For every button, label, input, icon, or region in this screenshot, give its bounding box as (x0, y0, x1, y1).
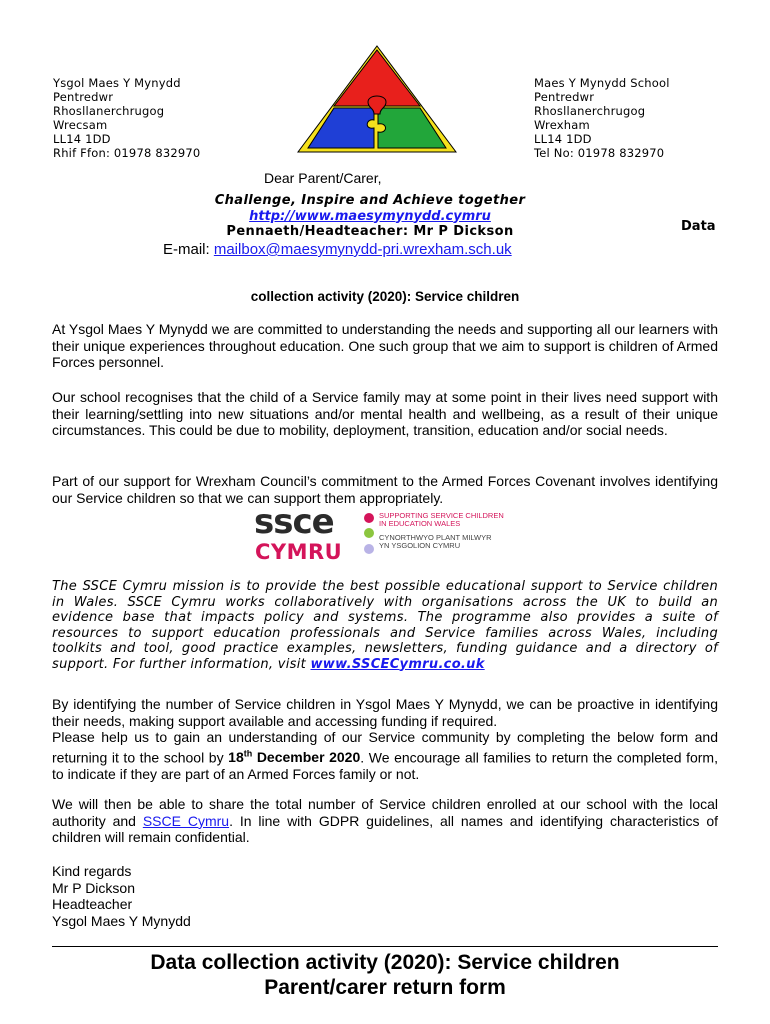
address-line: Ysgol Maes Y Mynydd (53, 76, 181, 90)
ssce-cymru-logo (254, 502, 524, 564)
subject-heading: collection activity (2020): Service children (250, 289, 520, 304)
divider (52, 946, 718, 947)
paragraph-covenant: Part of our support for Wrexham Council’s commitment to the Armed Forces Covenant involves identifying our Service children so that we can support them appropriately. (52, 473, 718, 506)
lilac-dot-icon (364, 544, 374, 554)
paragraph-request: Please help us to gain an understanding of our Service community by completing the below form and returning it to the school by 18th December 2020. We encourage all families to return the completed form, to indicate if they are part of an Armed Forces family or not. (52, 729, 718, 782)
ssce-website-link[interactable]: www.SSCECymru.co.uk (310, 656, 485, 672)
cymru-wordmark: CYMRU (255, 540, 343, 564)
form-subtitle: Parent/carer return form (264, 976, 506, 999)
data-word: Data (681, 219, 716, 234)
address-line: Maes Y Mynydd School (534, 76, 670, 90)
deadline-date: 18th December 2020 (228, 748, 361, 766)
address-line: Rhosllanerchrugog (534, 104, 646, 118)
address-line: Tel No: 01978 832970 (534, 146, 665, 160)
school-motto: Challenge, Inspire and Achieve together (214, 193, 526, 208)
signoff-line: Headteacher (52, 896, 133, 912)
address-line: Wrecsam (53, 118, 108, 132)
mission-text: The SSCE Cymru mission is to provide the best possible educational support to Service children in Wales. SSCE Cymru works collaboratively with organisations across the UK to build an evidence base that impacts policy and systems. The programme also provides a suite of resources to support education professionals and Service families across Wales, including toolkits and tool, good practice examples, newsletters, funding guidance and a directory of support. For further information, visit (52, 579, 718, 672)
tagline-line: IN EDUCATION WALES (379, 519, 461, 528)
form-title (0, 950, 770, 1000)
ssce-tagline-english (379, 512, 504, 528)
pink-dot-icon (364, 513, 374, 523)
address-line: LL14 1DD (53, 132, 111, 146)
signoff (52, 863, 191, 929)
paragraph-recognition: Our school recognises that the child of a Service family may at some point in their lives need support with their learning/settling into new situations and/or mental health and wellbeing, as a result of their unique circumstances. This could be due to mobility, deployment, transition, education and/or social needs. (52, 389, 718, 438)
address-line: Pentredwr (534, 90, 595, 104)
address-english (534, 76, 670, 160)
ssce-wordmark: ssce (254, 502, 334, 542)
address-welsh (53, 76, 200, 160)
signoff-line: Kind regards (52, 863, 132, 879)
paragraph-proactive: By identifying the number of Service children in Ysgol Maes Y Mynydd, we can be proactive in identifying their needs, making support available and accessing funding if required. (52, 696, 718, 729)
address-line: Wrexham (534, 118, 590, 132)
tagline-line: CYNORTHWYO PLANT MILWYR (379, 533, 492, 542)
address-line: LL14 1DD (534, 132, 592, 146)
ssce-mission (52, 579, 718, 672)
email-link[interactable]: mailbox@maesymynydd-pri.wrexham.sch.uk (213, 241, 512, 258)
form-title-line: Data collection activity (2020): Service children (150, 951, 620, 974)
tagline-line: YN YSGOLION CYMRU (379, 541, 461, 550)
school-website-link[interactable]: http://www.maesymynydd.cymru (249, 208, 491, 224)
school-header (150, 193, 590, 240)
paragraph-gdpr: We will then be able to share the total number of Service children enrolled at our school with the local authority and SSCE Cymru. In line with GDPR guidelines, all names and identifying characteristics of children will remain confidential. (52, 796, 718, 845)
green-dot-icon (364, 528, 374, 538)
email-label: E-mail: (163, 241, 214, 258)
headteacher-line: Pennaeth/Headteacher: Mr P Dickson (226, 224, 514, 239)
address-line: Rhif Ffon: 01978 832970 (53, 146, 201, 160)
school-logo (296, 44, 458, 154)
tagline-line: SUPPORTING SERVICE CHILDREN (379, 511, 504, 520)
paragraph-identifying (52, 696, 718, 782)
email-line (163, 241, 512, 258)
ssce-tagline-welsh (379, 534, 492, 550)
paragraph-commitment: At Ysgol Maes Y Mynydd we are committed to understanding the needs and supporting all our learners with their unique experiences throughout education. One such group that we aim to support is children of Armed Forces personnel. (52, 321, 718, 370)
signoff-line: Ysgol Maes Y Mynydd (52, 912, 191, 929)
address-line: Rhosllanerchrugog (53, 104, 165, 118)
address-line: Pentredwr (53, 90, 114, 104)
greeting: Dear Parent/Carer, (264, 170, 382, 186)
signoff-line: Mr P Dickson (52, 879, 135, 896)
ssce-cymru-link[interactable]: SSCE Cymru (142, 812, 230, 829)
